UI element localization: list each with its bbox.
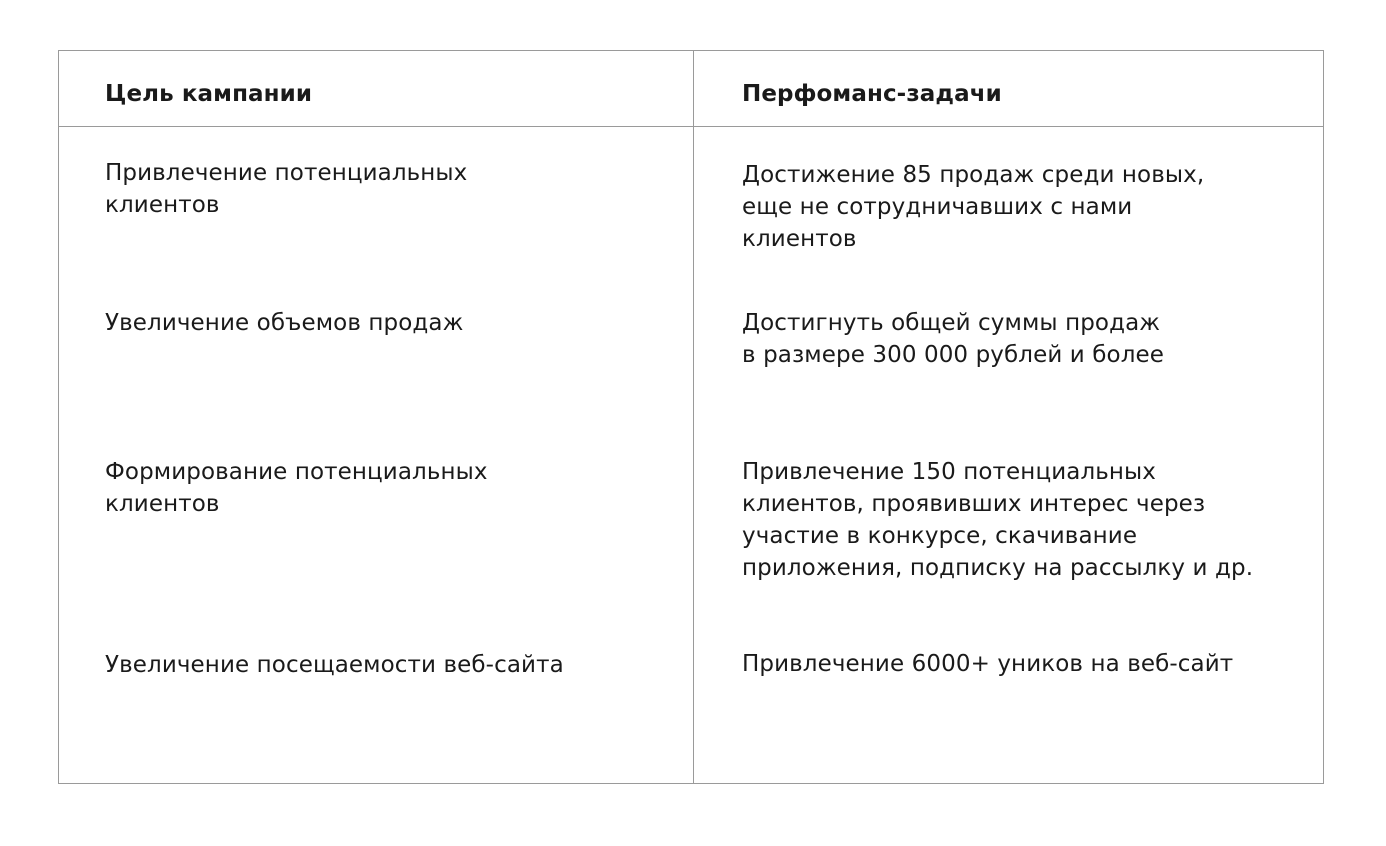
column-divider — [693, 51, 694, 783]
row-1-goal-line-2: клиентов — [105, 192, 220, 218]
campaign-goals-table — [58, 50, 1324, 784]
row-2-task — [742, 307, 1164, 371]
row-1-task-line-3: клиентов — [742, 226, 857, 252]
header-performance-tasks: Перфоманс-задачи — [742, 81, 1002, 107]
row-3-task-line-1: Привлечение 150 потенциальных — [742, 459, 1157, 485]
row-3-task — [742, 456, 1253, 584]
row-2-task-line-1: Достигнуть общей суммы продаж — [742, 310, 1161, 336]
row-4-task — [742, 648, 1233, 680]
header-goal: Цель кампании — [105, 81, 313, 107]
row-2-task-line-2: в размере 300 000 рублей и более — [742, 342, 1164, 368]
row-3-task-line-2: клиентов, проявивших интерес через — [742, 491, 1206, 517]
header-divider — [59, 126, 1323, 127]
row-1-task-line-2: еще не сотрудничавших с нами — [742, 194, 1133, 220]
row-1-goal — [105, 157, 467, 221]
row-3-task-line-4: приложения, подписку на рассылку и др. — [742, 555, 1254, 581]
row-2-goal — [105, 307, 463, 339]
row-1-task — [742, 159, 1204, 255]
row-3-task-line-3: участие в конкурсе, скачивание — [742, 523, 1138, 549]
row-3-goal-line-1: Формирование потенциальных — [105, 459, 488, 485]
row-4-task-line-1: Привлечение 6000+ уников на веб-сайт — [742, 651, 1234, 677]
row-3-goal — [105, 456, 488, 520]
row-4-goal-line-1: Увеличение посещаемости веб-сайта — [105, 652, 564, 678]
row-4-goal — [105, 649, 564, 681]
row-1-goal-line-1: Привлечение потенциальных — [105, 160, 468, 186]
row-3-goal-line-2: клиентов — [105, 491, 220, 517]
row-1-task-line-1: Достижение 85 продаж среди новых, — [742, 162, 1205, 188]
row-2-goal-line-1: Увеличение объемов продаж — [105, 310, 464, 336]
